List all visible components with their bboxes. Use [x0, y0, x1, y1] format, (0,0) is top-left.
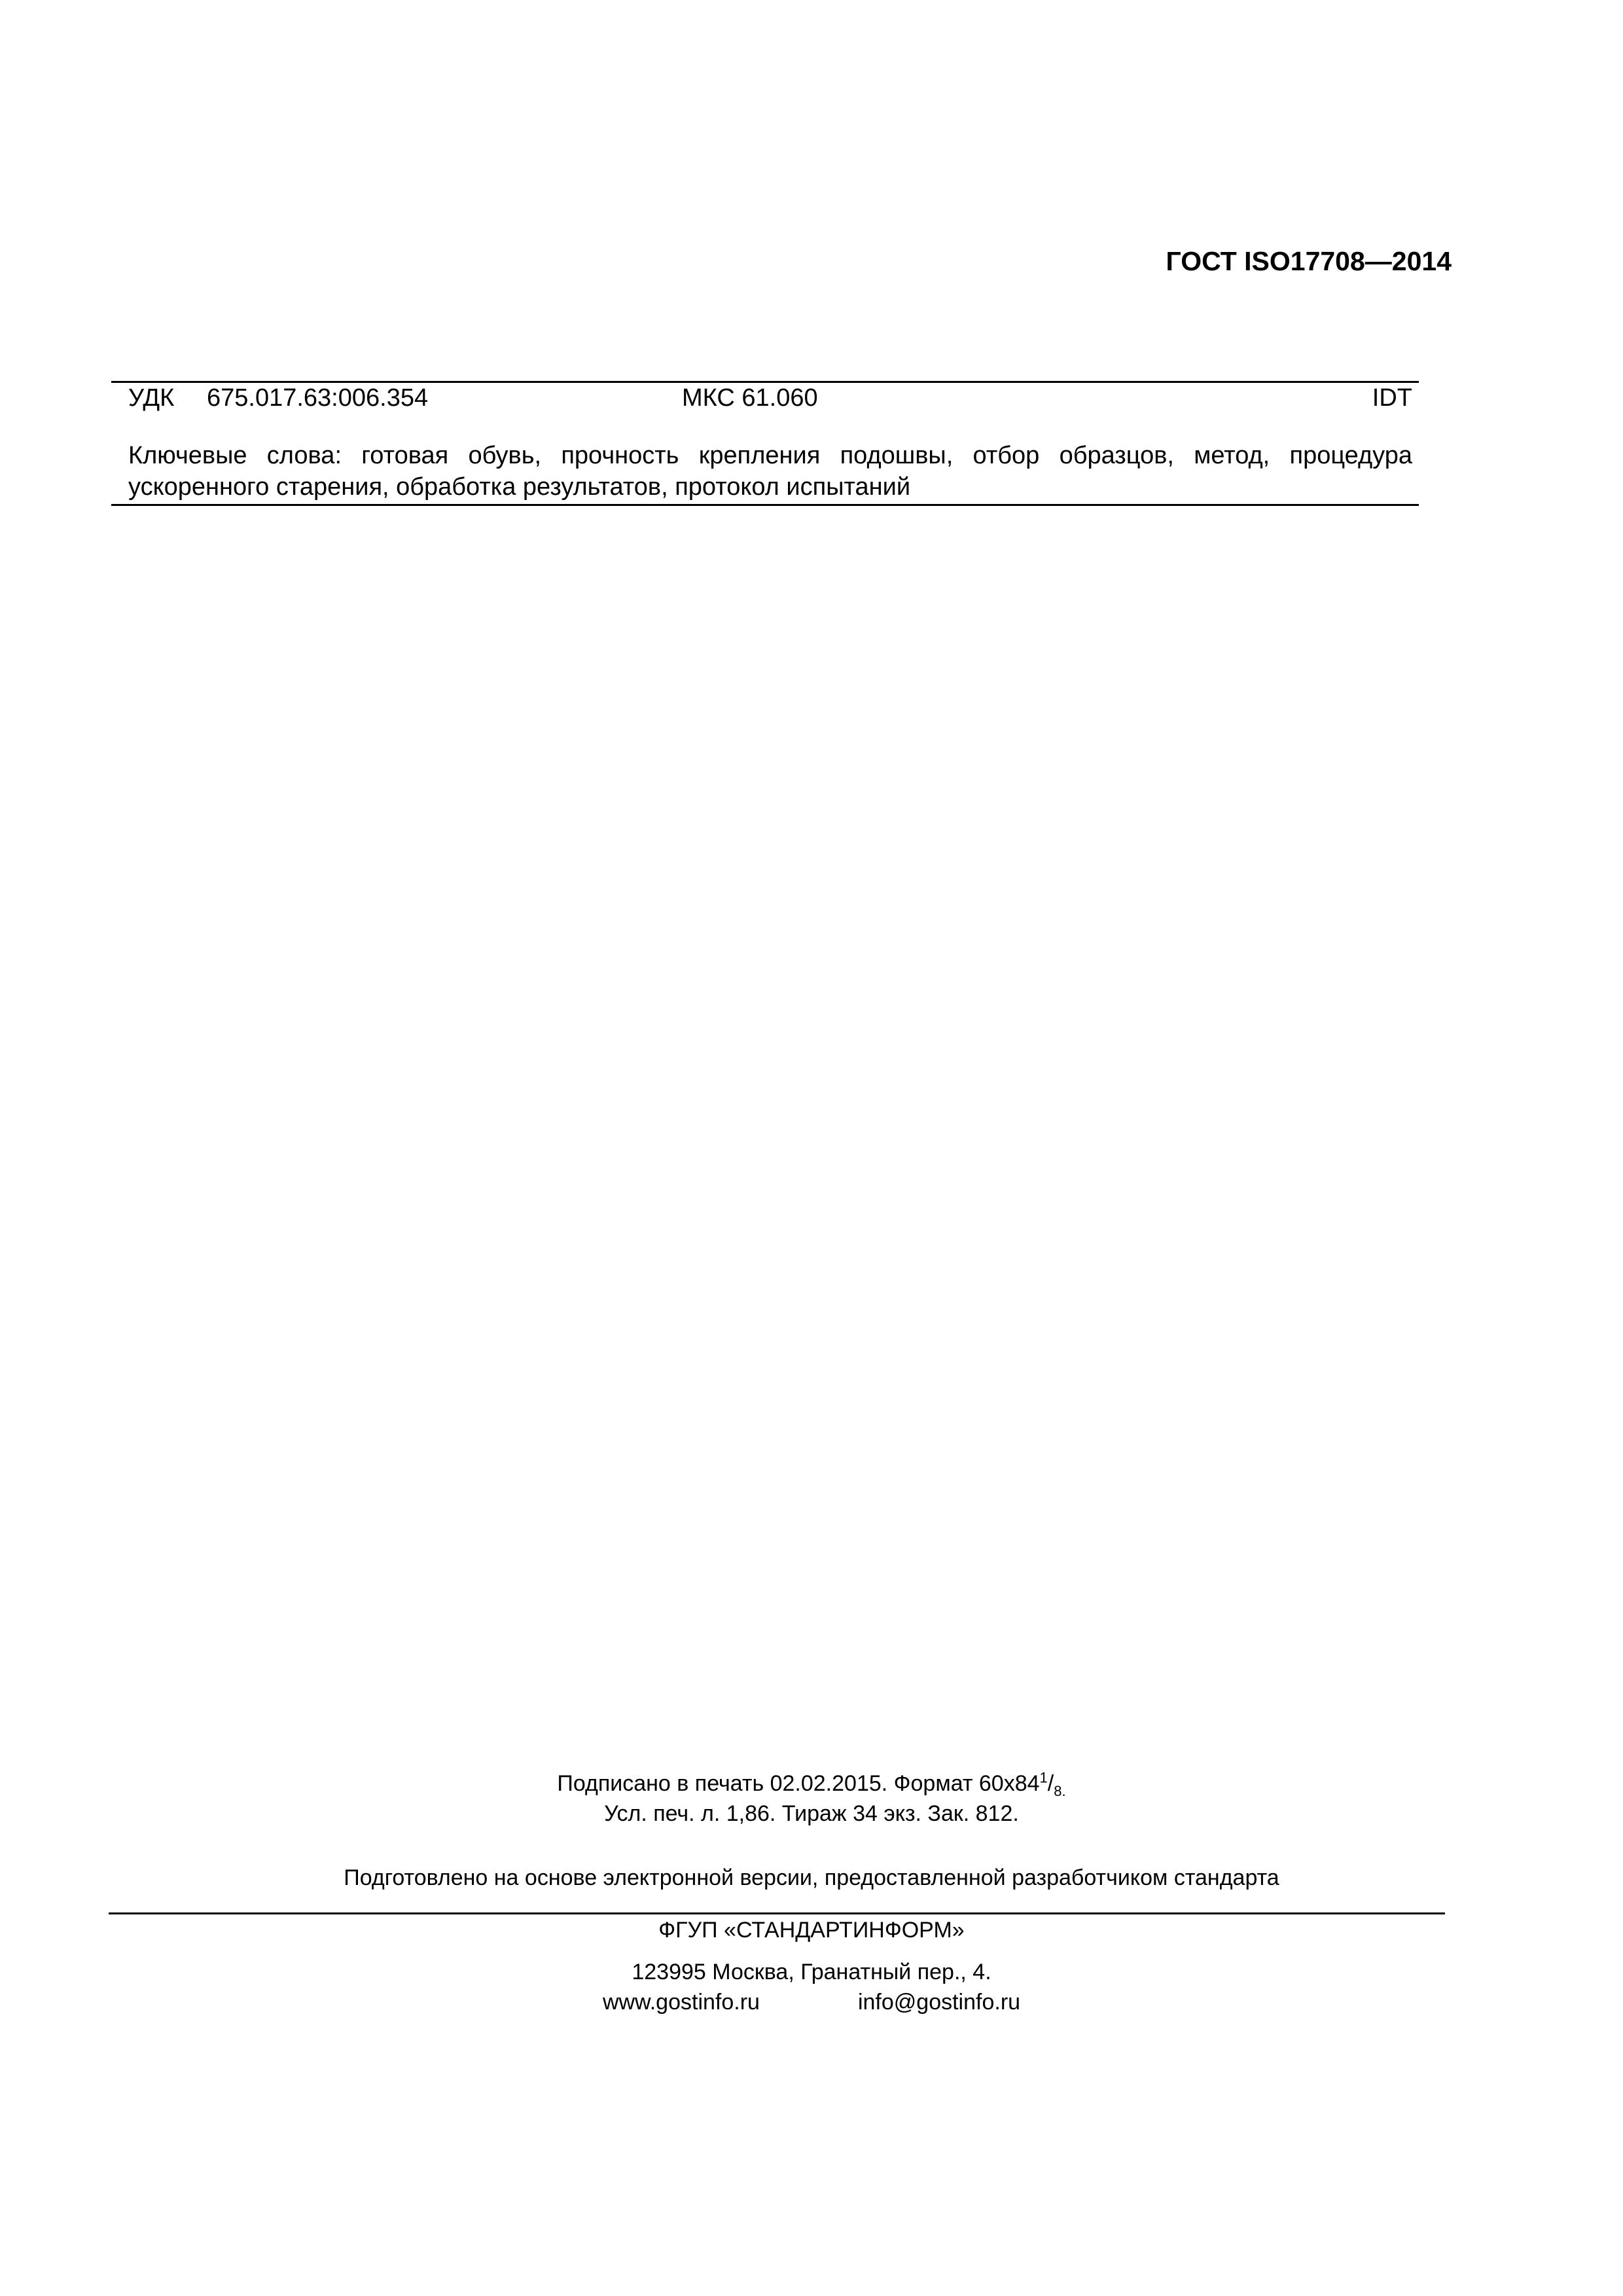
email-link[interactable]: info@gostinfo.ru: [857, 1990, 1021, 2015]
mks-code: МКС 61.060: [682, 384, 818, 412]
website-link[interactable]: www.gostinfo.ru: [602, 1990, 760, 2015]
idt-mark: IDT: [1372, 384, 1412, 412]
publisher-contacts: [0, 1957, 1623, 2017]
publisher-address: 123995 Москва, Гранатный пер., 4.: [632, 1960, 991, 1984]
print-details: Усл. печ. л. 1,86. Тираж 34 экз. Зак. 812.: [604, 1801, 1019, 1826]
publisher-name: ФГУП «СТАНДАРТИНФОРМ»: [658, 1918, 965, 1943]
print-info-block: [0, 1768, 1623, 1829]
udk-value: 675.017.63:006.354: [207, 384, 429, 412]
format-numerator: 1: [1039, 1769, 1048, 1786]
signed-line: Подписано в печать 02.02.2015. Формат $60х84^1/_{8.}$: [557, 1769, 1066, 1799]
footer-divider: [109, 1912, 1445, 1914]
standard-code: ГОСТ ISO17708—2014: [1166, 246, 1452, 276]
keywords-paragraph: Ключевые слова: готовая обувь, прочность крепления подошвы, отбор образцов, метод, процедура ускоренного старения, обработка результатов, протокол испытаний: [128, 442, 1412, 501]
classification-row: [128, 381, 1412, 415]
keywords-divider: [111, 504, 1419, 506]
signed-text: Подписано в печать 02.02.2015. Формат 60х84: [557, 1771, 1040, 1796]
format-denominator: 8.: [1054, 1782, 1066, 1799]
contact-row: [0, 1987, 1623, 2017]
prepared-note: Подготовлено на основе электронной версии, предоставленной разработчиком стандарта: [344, 1865, 1279, 1890]
udk-label: УДК: [128, 384, 175, 412]
